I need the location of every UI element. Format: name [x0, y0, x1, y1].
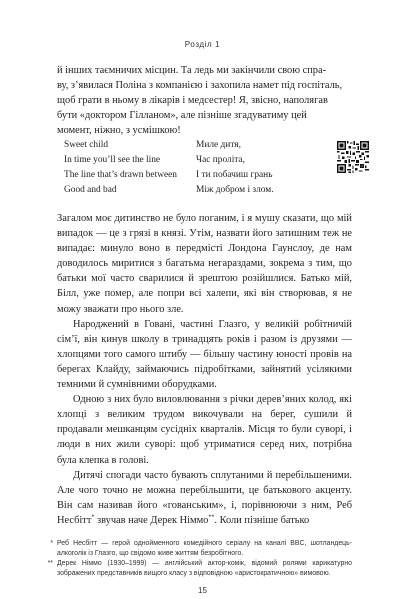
lyric-row: [64, 153, 334, 168]
qr-code-icon[interactable]: [337, 141, 369, 173]
footnote-marker[interactable]: *: [91, 514, 95, 521]
lyric-row: [64, 138, 334, 153]
footnote-mark: **: [47, 560, 53, 567]
text-line: бути «доктором Гілланом», але пізніше згадуватиму цей: [57, 110, 307, 122]
paragraph: Одною з них було виловлювання з річки дерев’яних колод, які хлопці з великим трудом викочували на берег, сушили й продавали мешканцям сусідніх кварталів. Місця то були суворі, і люди в них жили суворі: щоб утриматися серед них, потрібна була клепка в голові.: [57, 394, 352, 466]
paragraph: [57, 468, 352, 528]
page-number: 15: [198, 586, 207, 595]
footnote: [47, 559, 352, 579]
lyric-ukrainian: Час пролітa,: [196, 155, 245, 165]
footnote-text: Реб Несбітт — герой однойменного комедійного серіалу на каналі BBC, шотландець-алкоголік із Глазго, що свідомо живе життям безробітного.: [57, 540, 352, 557]
lyric-english: Good and bad: [64, 185, 117, 195]
lyric-english: The line that’s drawn between: [64, 170, 177, 180]
text-line: й інших таємничих місцин. Та ледь ми закінчили свою спра-: [57, 65, 327, 76]
lyric-english: Sweet child: [64, 140, 109, 150]
paragraph-text: Дитячі спогади часто бувають сплутаними й перебільшеними. Але чого точно не можна перебільшити, це батькового акценту. Він сам називав його «гованським», і, порівнюючи з ним, Реб Несбітт: [57, 469, 352, 526]
text-line: момент, ніжно, з усмішкою!: [57, 125, 181, 137]
running-header: Розділ 1: [184, 40, 221, 49]
footnote: [50, 539, 352, 559]
paragraph-text: . Коли пізніше батько: [214, 514, 310, 526]
lyric-row: [64, 183, 334, 198]
lyric-ukrainian: Між добром і злом.: [196, 185, 274, 195]
main-text: [57, 211, 352, 528]
footnote-mark: *: [50, 540, 53, 547]
paragraph: Народжений в Говані, частині Глазго, у великій робітничій сім’ї, він кинув школу в тринадцять років і разом із друзями — хлопцями того самого штибу — більшу частину юності провів на берегах Клайду, займаючись підробітками, зайнятий усілякими темними й сумнівними оборудками.: [57, 318, 352, 391]
opening-paragraph: [57, 63, 352, 138]
lyric-ukrainian: І ти побачиш грань: [196, 170, 273, 180]
text-line: щоб грати в ньому в лікарів і медсестер! Я, звісно, наполягав: [57, 95, 328, 107]
song-lyrics: [64, 138, 334, 198]
lyric-english: In time you’ll see the line: [64, 155, 161, 165]
footnote-text: Дерек Німмо (1930–1999) — англійський актор-комік, відомий ролями карикатурно зображених представників вищого класу з відповідною «аристократичною» вимовою.: [57, 560, 352, 577]
lyric-row: [64, 168, 334, 183]
text-line: ву, з’явилася Поліна з компанією і захопила намет під госпіталь,: [57, 80, 343, 92]
footnote-marker[interactable]: **: [208, 514, 215, 521]
paragraph-text: звучав наче Дерек Німмо: [94, 514, 209, 526]
lyric-ukrainian: Миле дитя,: [196, 140, 241, 150]
paragraph: Загалом моє дитинство не було поганим, і я мушу сказати, що мій випадок — це з грязі в князі. Утім, назвати його затишним теж не випадає: минуло воно в передмісті Лондона Гаунслоу, де нам доводилось миритися з багатьма негараздами, зокрема з тим, що батьки мої часто сварилися й зрештою розійшлися. Батько мій, Білл, уже помер, але попри всі халепи, які він створював, я не можу зважати про нього зле.: [57, 213, 352, 315]
